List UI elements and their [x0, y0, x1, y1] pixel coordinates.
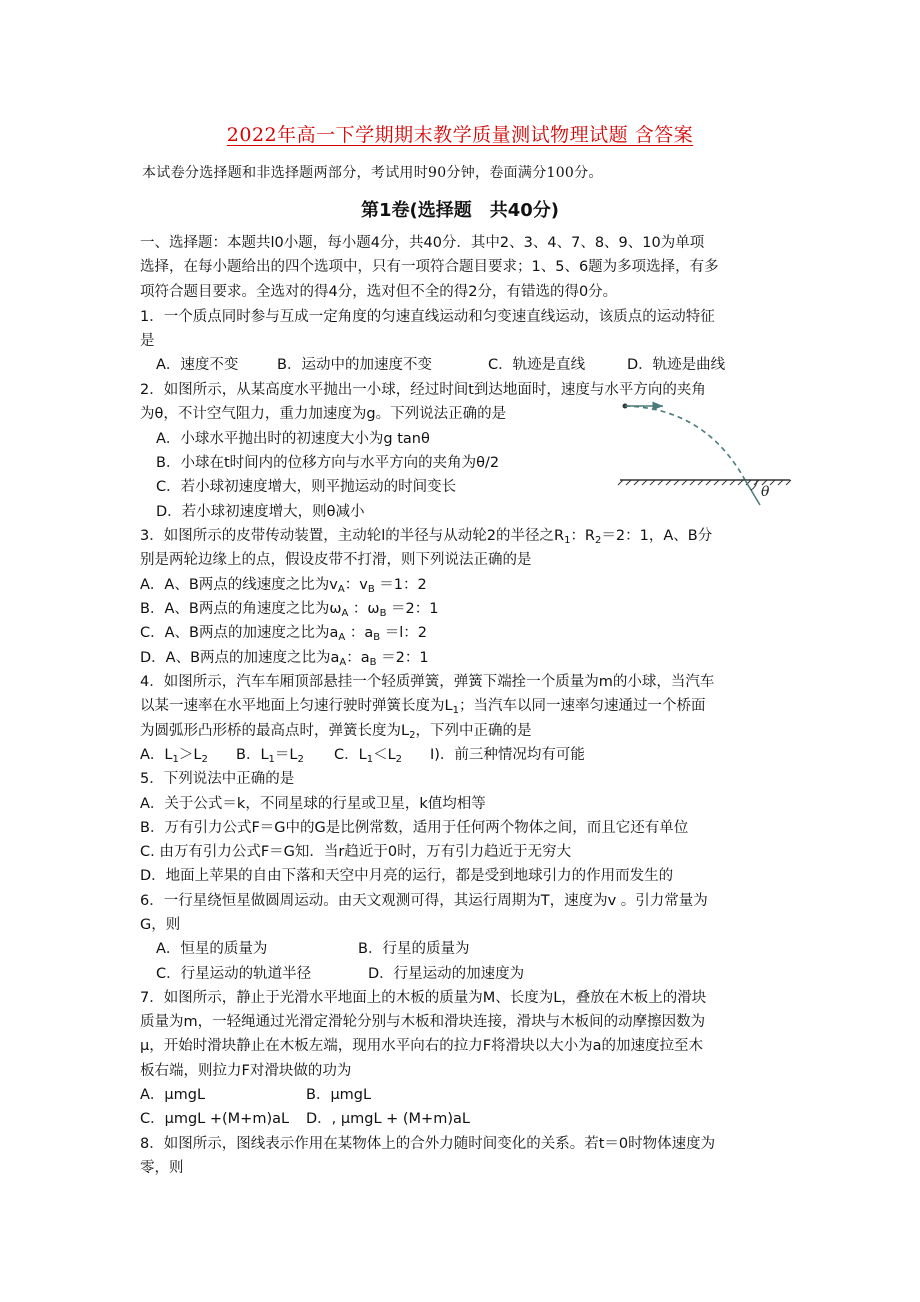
question-8-stem: 8．如图所示，图线表示作用在某物体上的合外力随时间变化的关系。若t＝0时物体速度为: [140, 1136, 716, 1152]
question-5-stem: 5．下列说法中正确的是: [140, 771, 295, 787]
q5-option-d: D．地面上苹果的自由下落和天空中月亮的运行，都是受到地球引力的作用而发生的: [140, 868, 674, 884]
q5-option-c: C. 由万有引力公式F＝G知．当r趋近于0时，万有引力趋近于无穷大: [140, 844, 572, 860]
question-6-stem: 6．一行星绕恒星做圆周运动。由天文观测可得，其运行周期为T，速度为v 。引力常量为: [140, 893, 708, 909]
q1-option-c: C．轨迹是直线: [488, 357, 586, 373]
q7-option-b: B．μmgL: [306, 1087, 372, 1103]
q4-option-a: A．$L_1>L_2$: [140, 747, 208, 765]
instruction-line: 一、选择题：本题共l0小题，每小题4分，共40分．其中2、3、4、7、8、9、10为单项: [140, 235, 705, 251]
question-3-stem: 3．如图所示的皮带传动装置，主动轮l的半径与从动轮2的半径之$R_1$：$R_2=2$：1，A、B分: [140, 528, 713, 546]
question-2-stem: 2．如图所示，从某高度水平抛出一小球，经过时间t到达地面时，速度与水平方向的夹角: [140, 382, 706, 398]
q7-option-d: D．, μmgL + (M+m)aL: [306, 1111, 470, 1127]
q6-option-d: D．行星运动的加速度为: [368, 966, 525, 982]
instruction-line: 项符合题目要求。全选对的得4分，选对但不全的得2分，有错选的得0分。: [140, 284, 618, 300]
question-1-stem: 是: [140, 333, 155, 349]
question-4-stem: 以某一速率在水平地面上匀速行驶时弹簧长度为$L_1$；当汽车以同一速率匀速通过一个桥面: [140, 698, 706, 716]
question-4-stem: 4．如图所示，汽车车厢顶部悬挂一个轻质弹簧，弹簧下端拴一个质量为m的小球，当汽车: [140, 674, 715, 690]
q1-option-d: D．轨迹是曲线: [627, 357, 726, 373]
page-title: 2022年高一下学期期末教学质量测试物理试题 含答案: [226, 124, 694, 146]
question-3-stem: 别是两轮边缘上的点，假设皮带不打滑，则下列说法正确的是: [140, 552, 532, 568]
q4-option-b: B．$L_1=L_2$: [236, 747, 304, 765]
q1-option-b: B．运动中的加速度不变: [277, 357, 432, 373]
question-7-stem: 质量为m，一轻绳通过光滑定滑轮分别与木板和滑块连接，滑块与木板间的动摩擦因数为: [140, 1014, 706, 1030]
q3-option-d: D．A、B两点的加速度之比为$a_A$：$a_B =2$：1: [140, 650, 429, 668]
exam-intro: 本试卷分选择题和非选择题两部分，考试用时90分钟，卷面满分100分。: [142, 165, 603, 181]
question-4-stem: 为圆弧形凸形桥的最高点时，弹簧长度为$L_2$，下列中正确的是: [140, 723, 532, 741]
q7-option-c: C．μmgL +(M+m)aL: [140, 1111, 290, 1127]
q3-option-a: A．A、B两点的线速度之比为$v_A$：$v_B =1$：2: [140, 577, 427, 595]
q4-option-d: I)．前三种情况均有可能: [430, 747, 585, 763]
q3-option-b: B．A、B两点的角速度之比为$\omega_A$ ：$\omega_B =2$：1: [140, 601, 439, 619]
q2-option-d: D．若小球初速度增大，则θ减小: [156, 504, 365, 520]
q5-option-a: A．关于公式＝k，不同星球的行星或卫星，k值均相等: [140, 796, 486, 812]
question-6-stem: G，则: [140, 917, 181, 933]
trajectory-path: [625, 406, 745, 480]
q2-option-a: A．小球水平抛出时的初速度大小为g tanθ: [156, 431, 430, 447]
projectile-figure: [615, 400, 795, 510]
instruction-line: 选择，在每小题给出的四个选项中，只有一项符合题目要求；1、5、6题为多项选择，有多: [140, 259, 719, 275]
question-2-stem: 为θ，不计空气阻力，重力加速度为g。下列说法正确的是: [140, 406, 507, 422]
q6-option-a: A．恒星的质量为: [156, 941, 268, 957]
question-8-stem: 零，则: [140, 1160, 184, 1176]
q1-option-a: A．速度不变: [156, 357, 239, 373]
q3-option-c: C．A、B两点的加速度之比为$a_A$ ：$a_B =l$：2: [140, 625, 427, 643]
question-7-stem: 7．如图所示，静止于光滑水平地面上的木板的质量为M、长度为L，叠放在木板上的滑块: [140, 990, 707, 1006]
theta-label: θ: [761, 484, 770, 500]
impact-velocity-line: [745, 480, 760, 505]
question-7-stem: μ，开始时滑块静止在木板左端，现用水平向右的拉力F将滑块以大小为a的加速度拉至木: [140, 1038, 703, 1054]
question-1-stem: 1．一个质点同时参与互成一定角度的匀速直线运动和匀变速直线运动，该质点的运动特征: [140, 309, 715, 325]
q2-option-c: C．若小球初速度增大，则平抛运动的时间变长: [156, 479, 457, 495]
q7-option-a: A．μmgL: [140, 1087, 206, 1103]
q6-option-b: B．行星的质量为: [358, 941, 470, 957]
q5-option-b: B．万有引力公式F＝G中的G是比例常数，适用于任何两个物体之间，而且它还有单位: [140, 820, 689, 836]
question-7-stem: 板右端，则拉力F对滑块做的功为: [140, 1063, 352, 1079]
q4-option-c: C．$L_1<L_2$: [334, 747, 403, 765]
q6-option-c: C．行星运动的轨道半径: [156, 966, 312, 982]
section-heading: 第1卷(选择题 共40分): [360, 200, 560, 221]
q2-option-b: B．小球在t时间内的位移方向与水平方向的夹角为θ/2: [156, 455, 500, 471]
